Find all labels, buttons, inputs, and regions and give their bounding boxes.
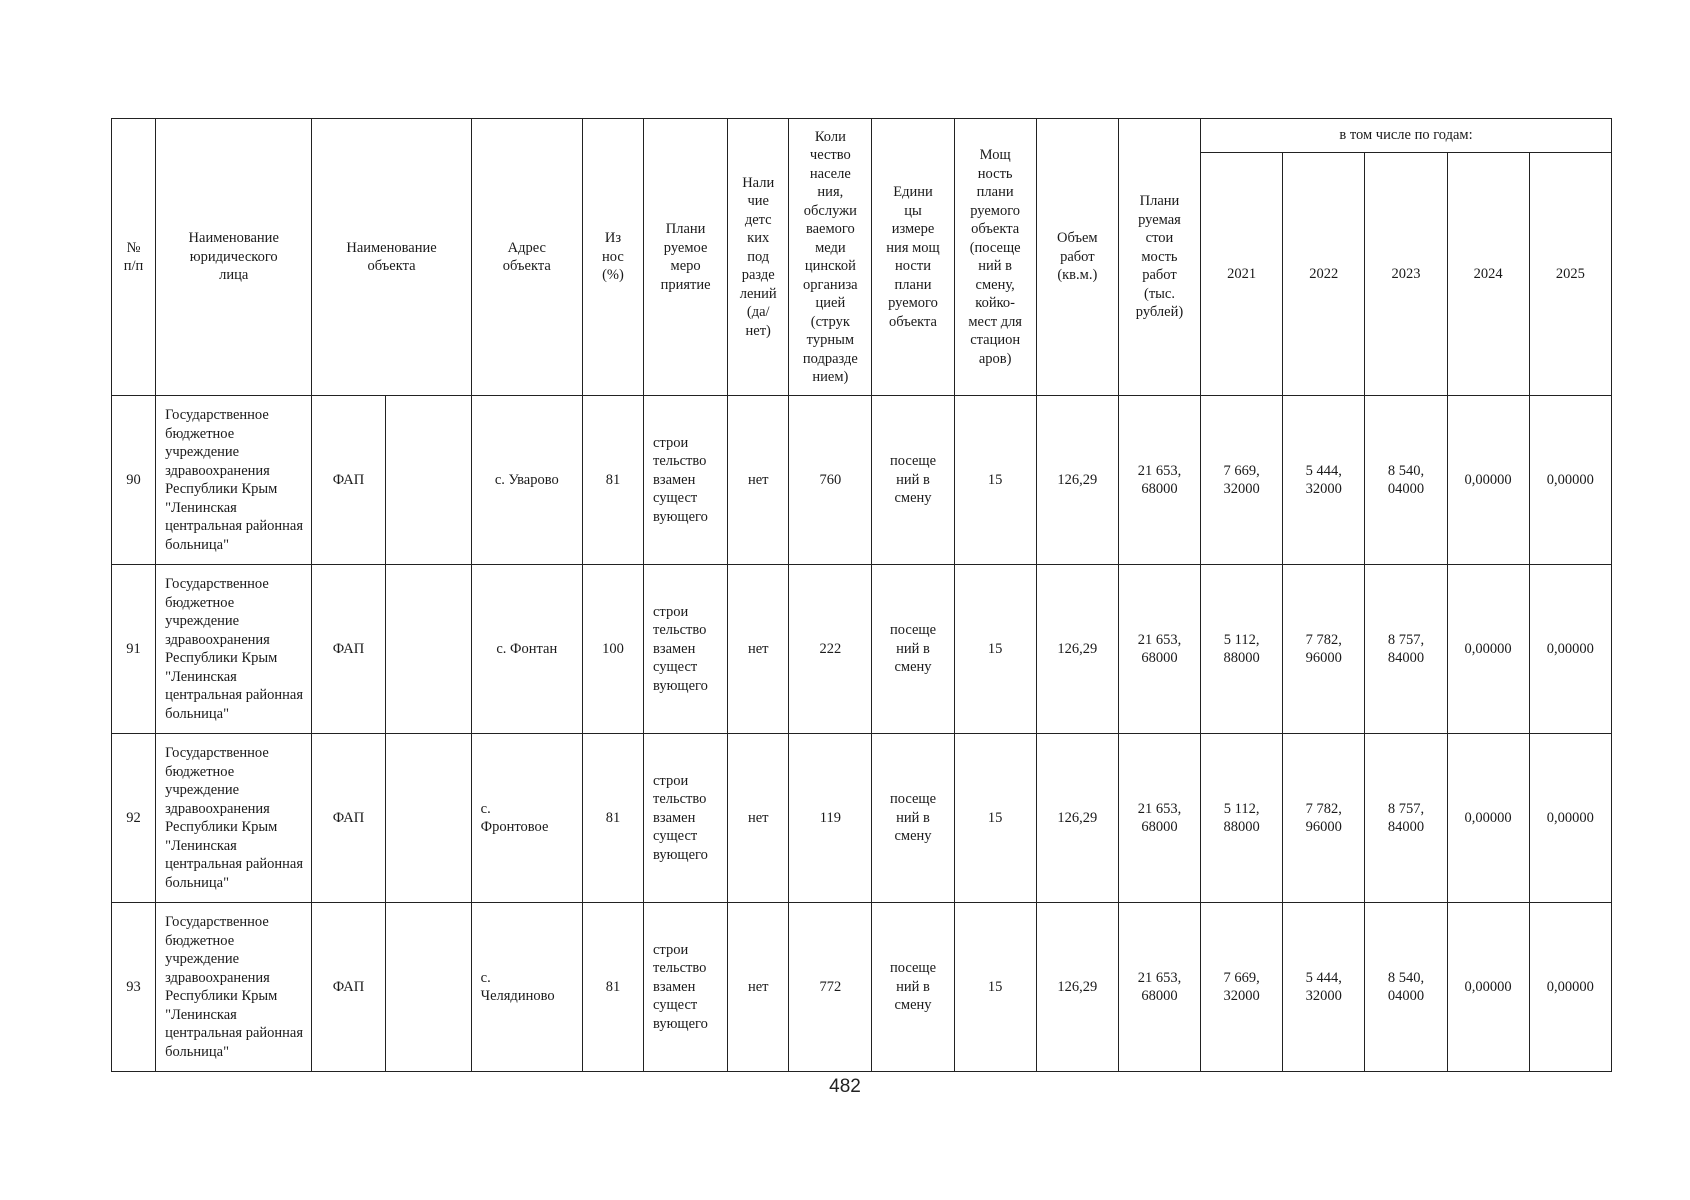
header-num: № п/п bbox=[112, 119, 156, 396]
header-entity: Наименование юридического лица bbox=[156, 119, 312, 396]
cell-year-2024: 0,00000 bbox=[1447, 734, 1529, 903]
cell-object-empty bbox=[385, 565, 471, 734]
cell-volume: 126,29 bbox=[1036, 734, 1118, 903]
cell-year-2023: 8 540, 04000 bbox=[1365, 396, 1447, 565]
cell-children: нет bbox=[728, 734, 789, 903]
cell-wear: 81 bbox=[582, 734, 643, 903]
header-address: Адрес объекта bbox=[471, 119, 582, 396]
cell-wear: 81 bbox=[582, 396, 643, 565]
cell-num: 90 bbox=[112, 396, 156, 565]
cell-children: нет bbox=[728, 565, 789, 734]
cell-year-2023: 8 757, 84000 bbox=[1365, 565, 1447, 734]
cell-year-2022: 5 444, 32000 bbox=[1283, 396, 1365, 565]
cell-num: 91 bbox=[112, 565, 156, 734]
cell-object: ФАП bbox=[312, 565, 385, 734]
cell-year-2025: 0,00000 bbox=[1529, 396, 1611, 565]
cell-entity: Государственное бюджетное учреждение здравоохранения Республики Крым "Ленинская центральная районная больница" bbox=[156, 565, 312, 734]
cell-object-empty bbox=[385, 396, 471, 565]
cell-object: ФАП bbox=[312, 903, 385, 1072]
cell-year-2021: 5 112, 88000 bbox=[1201, 565, 1283, 734]
cell-population: 222 bbox=[789, 565, 872, 734]
page-number: 482 bbox=[829, 1076, 861, 1097]
cell-entity: Государственное бюджетное учреждение здравоохранения Республики Крым "Ленинская центральная районная больница" bbox=[156, 903, 312, 1072]
cell-unit: посеще ний в смену bbox=[872, 734, 954, 903]
cell-entity: Государственное бюджетное учреждение здравоохранения Республики Крым "Ленинская центральная районная больница" bbox=[156, 396, 312, 565]
cell-children: нет bbox=[728, 396, 789, 565]
cell-wear: 81 bbox=[582, 903, 643, 1072]
cell-capacity: 15 bbox=[954, 396, 1036, 565]
header-capacity: Мощ ность плани руемого объекта (посеще ний в смену, койко- мест для стацион аров) bbox=[954, 119, 1036, 396]
cell-children: нет bbox=[728, 903, 789, 1072]
cell-year-2024: 0,00000 bbox=[1447, 396, 1529, 565]
cell-capacity: 15 bbox=[954, 734, 1036, 903]
header-unit: Едини цы измере ния мощ ности плани руемого объекта bbox=[872, 119, 954, 396]
cell-num: 93 bbox=[112, 903, 156, 1072]
cell-year-2022: 7 782, 96000 bbox=[1283, 734, 1365, 903]
cell-population: 119 bbox=[789, 734, 872, 903]
cell-year-2025: 0,00000 bbox=[1529, 734, 1611, 903]
cell-year-2023: 8 757, 84000 bbox=[1365, 734, 1447, 903]
cell-measure: строи тельство взамен сущест вующего bbox=[644, 565, 728, 734]
cell-population: 772 bbox=[789, 903, 872, 1072]
cell-unit: посеще ний в смену bbox=[872, 565, 954, 734]
cell-year-2021: 5 112, 88000 bbox=[1201, 734, 1283, 903]
cell-address: с. Уварово bbox=[471, 396, 582, 565]
header-year-2023: 2023 bbox=[1365, 153, 1447, 396]
cell-year-2024: 0,00000 bbox=[1447, 565, 1529, 734]
header-object: Наименование объекта bbox=[312, 119, 471, 396]
cell-object: ФАП bbox=[312, 734, 385, 903]
header-population: Коли чество населе ния, обслужи ваемого меди цинской организа цией (струк турным подразде нием) bbox=[789, 119, 872, 396]
cell-measure: строи тельство взамен сущест вующего bbox=[644, 903, 728, 1072]
cell-year-2025: 0,00000 bbox=[1529, 565, 1611, 734]
cell-unit: посеще ний в смену bbox=[872, 903, 954, 1072]
cell-entity: Государственное бюджетное учреждение здравоохранения Республики Крым "Ленинская центральная районная больница" bbox=[156, 734, 312, 903]
header-year-2022: 2022 bbox=[1283, 153, 1365, 396]
cell-year-2025: 0,00000 bbox=[1529, 903, 1611, 1072]
header-year-2024: 2024 bbox=[1447, 153, 1529, 396]
cell-cost: 21 653, 68000 bbox=[1118, 396, 1200, 565]
cell-capacity: 15 bbox=[954, 903, 1036, 1072]
cell-measure: строи тельство взамен сущест вующего bbox=[644, 734, 728, 903]
cell-wear: 100 bbox=[582, 565, 643, 734]
header-years-group: в том числе по годам: bbox=[1201, 119, 1612, 153]
cell-measure: строи тельство взамен сущест вующего bbox=[644, 396, 728, 565]
cell-object-empty bbox=[385, 734, 471, 903]
header-cost: Плани руемая стои мость работ (тыс. рублей) bbox=[1118, 119, 1200, 396]
cell-address: с. Фонтан bbox=[471, 565, 582, 734]
cell-year-2021: 7 669, 32000 bbox=[1201, 396, 1283, 565]
cell-volume: 126,29 bbox=[1036, 396, 1118, 565]
table-row bbox=[112, 565, 1612, 734]
header-measure: Плани руемое меро приятие bbox=[644, 119, 728, 396]
header-wear: Из нос (%) bbox=[582, 119, 643, 396]
cell-object-empty bbox=[385, 903, 471, 1072]
cell-year-2023: 8 540, 04000 bbox=[1365, 903, 1447, 1072]
cell-year-2022: 7 782, 96000 bbox=[1283, 565, 1365, 734]
table-row bbox=[112, 903, 1612, 1072]
cell-population: 760 bbox=[789, 396, 872, 565]
cell-cost: 21 653, 68000 bbox=[1118, 903, 1200, 1072]
cell-cost: 21 653, 68000 bbox=[1118, 734, 1200, 903]
cell-cost: 21 653, 68000 bbox=[1118, 565, 1200, 734]
table-row bbox=[112, 734, 1612, 903]
cell-year-2022: 5 444, 32000 bbox=[1283, 903, 1365, 1072]
header-children: Нали чие детс ких под разде лений (да/ нет) bbox=[728, 119, 789, 396]
header-year-2021: 2021 bbox=[1201, 153, 1283, 396]
investment-table bbox=[111, 118, 1612, 1072]
cell-capacity: 15 bbox=[954, 565, 1036, 734]
cell-address: с. Челядиново bbox=[471, 903, 582, 1072]
cell-volume: 126,29 bbox=[1036, 903, 1118, 1072]
cell-num: 92 bbox=[112, 734, 156, 903]
cell-year-2021: 7 669, 32000 bbox=[1201, 903, 1283, 1072]
cell-year-2024: 0,00000 bbox=[1447, 903, 1529, 1072]
cell-unit: посеще ний в смену bbox=[872, 396, 954, 565]
header-volume: Объем работ (кв.м.) bbox=[1036, 119, 1118, 396]
cell-volume: 126,29 bbox=[1036, 565, 1118, 734]
header-year-2025: 2025 bbox=[1529, 153, 1611, 396]
cell-object: ФАП bbox=[312, 396, 385, 565]
table-row bbox=[112, 396, 1612, 565]
cell-address: с. Фронтовое bbox=[471, 734, 582, 903]
